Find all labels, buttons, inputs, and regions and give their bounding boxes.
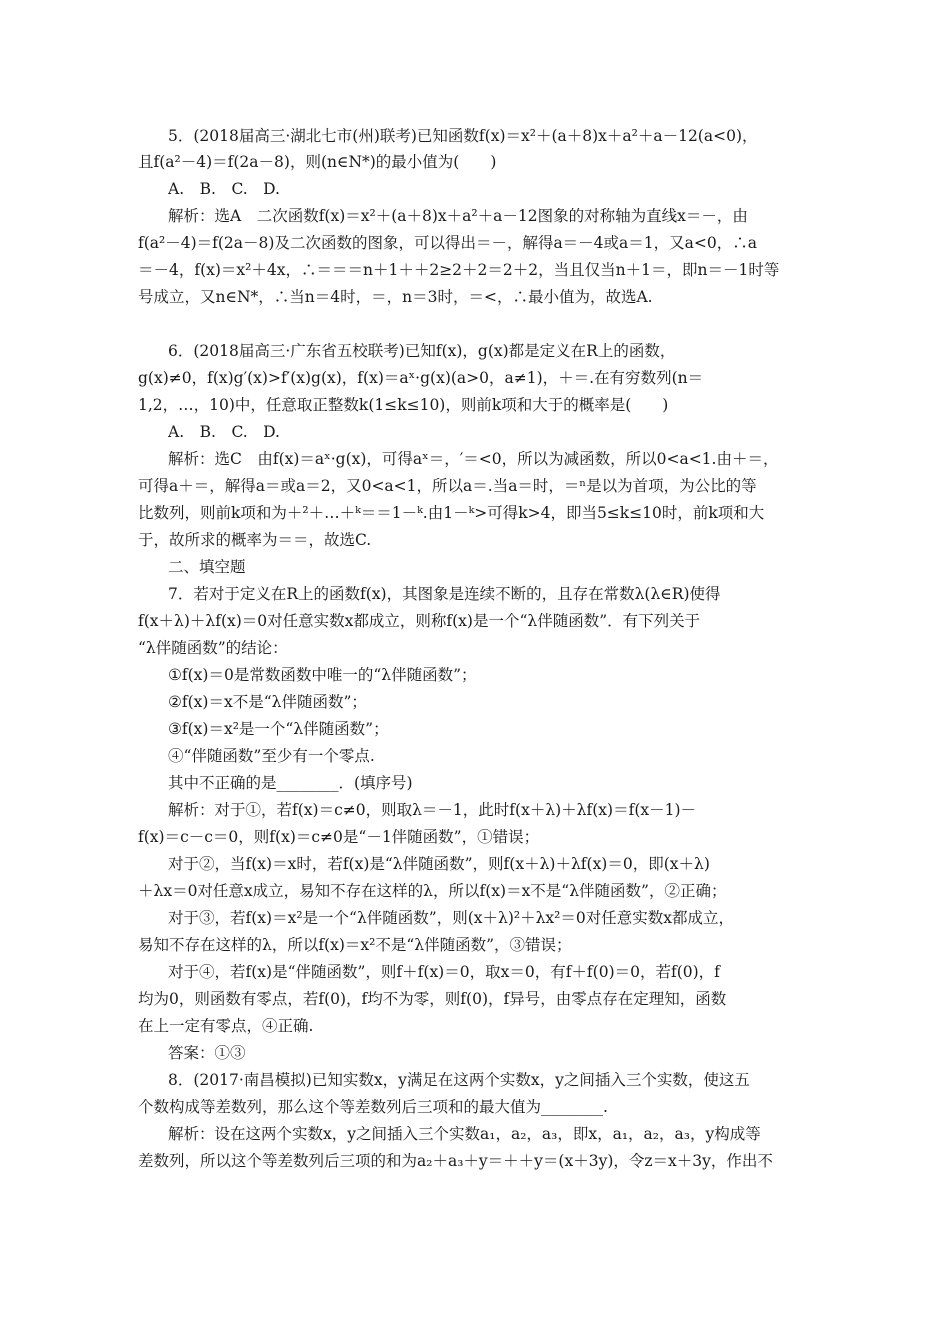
text-line: A. B. C. D. — [168, 423, 280, 441]
text-line: 对于③，若f(x)＝x²是一个“λ伴随函数”，则(x＋λ)²＋λx²＝0对任意实数x都成立， — [168, 909, 734, 927]
text-line: A. B. C. D. — [168, 180, 280, 198]
text-line: 在上一定有零点，④正确. — [138, 1017, 314, 1035]
text-line: ④“伴随函数”至少有一个零点. — [168, 747, 375, 765]
text-line: 于，故所求的概率为＝＝，故选C. — [138, 531, 372, 549]
text-line: ②f(x)＝x不是“λ伴随函数”； — [168, 693, 367, 711]
text-line: “λ伴随函数”的结论： — [138, 639, 288, 657]
text-line: ③f(x)＝x²是一个“λ伴随函数”； — [168, 720, 389, 738]
text-line: f(x＋λ)＋λf(x)＝0对任意实数x都成立，则称f(x)是一个“λ伴随函数”．有下列关于 — [138, 612, 701, 630]
text-line: 解析：选C 由f(x)＝aˣ·g(x)，可得aˣ＝，′＝<0，所以为减函数，所以0<a<1.由＋＝， — [168, 450, 779, 468]
text-line: 解析：选A 二次函数f(x)＝x²＋(a＋8)x＋a²＋a－12图象的对称轴为直线x＝－，由 — [168, 207, 748, 225]
text-line: 个数构成等差数列，那么这个等差数列后三项和的最大值为________. — [138, 1098, 608, 1116]
text-line: 7．若对于定义在R上的函数f(x)，其图象是连续不断的，且存在常数λ(λ∈R)使得 — [168, 585, 721, 603]
text-line: ＝－4，f(x)＝x²＋4x，∴＝＝＝n＋1＋＋2≥2＋2＝2＋2，当且仅当n＋1＝，即n＝－1时等 — [138, 261, 780, 279]
text-line: 对于④，若f(x)是“伴随函数”，则f＋f(x)＝0，取x＝0，有f＋f(0)＝0，若f(0)，f — [168, 963, 720, 981]
text-line: 二、填空题 — [168, 558, 246, 576]
text-line: f(a²－4)＝f(2a－8)及二次函数的图象，可以得出＝－，解得a＝－4或a＝1，又a<0，∴a — [138, 234, 757, 252]
text-line: 易知不存在这样的λ，所以f(x)＝x²不是“λ伴随函数”，③错误； — [138, 936, 572, 954]
text-line: 答案：①③ — [168, 1044, 246, 1062]
text-line: 其中不正确的是________．(填序号) — [168, 774, 413, 792]
text-line: 且f(a²－4)＝f(2a－8)，则(n∈N*)的最小值为( ) — [138, 153, 497, 171]
text-line: 差数列，所以这个等差数列后三项的和为a₂＋a₃＋y＝＋＋y＝(x＋3y)，令z＝x＋3y，作出不 — [138, 1152, 773, 1170]
text-line: 均为0，则函数有零点，若f(0)，f均不为零，则f(0)，f异号，由零点存在定理知，函数 — [138, 990, 727, 1008]
text-line: 解析：设在这两个实数x，y之间插入三个实数a₁，a₂，a₃，即x，a₁，a₂，a₃，y构成等 — [168, 1125, 761, 1143]
text-line: 解析：对于①，若f(x)＝c≠0，则取λ＝－1，此时f(x＋λ)＋λf(x)＝f(x－1)－ — [168, 801, 697, 819]
text-line: 比数列，则前k项和为＋²＋…＋ᵏ＝＝1－ᵏ.由1－ᵏ>可得k>4，即当5≤k≤10时，前k项和大 — [138, 504, 765, 522]
text-line: ①f(x)＝0是常数函数中唯一的“λ伴随函数”； — [168, 666, 477, 684]
text-line: 1,2，…，10)中，任意取正整数k(1≤k≤10)，则前k项和大于的概率是( ) — [138, 396, 669, 414]
text-line: 6．(2018届高三·广东省五校联考)已知f(x)，g(x)都是定义在R上的函数， — [168, 342, 676, 360]
text-line: ＋λx＝0对任意x成立，易知不存在这样的λ，所以f(x)＝x不是“λ伴随函数”，②正确； — [138, 882, 727, 900]
text-line: f(x)＝c－c＝0，则f(x)＝c≠0是“－1伴随函数”，①错误； — [138, 828, 540, 846]
text-line: g(x)≠0，f(x)g′(x)>f′(x)g(x)，f(x)＝aˣ·g(x)(a>0，a≠1)，＋＝.在有穷数列(n＝ — [138, 369, 704, 387]
text-line: 可得a＋＝，解得a＝或a＝2，又0<a<1，所以a＝.当a＝时，＝ⁿ是以为首项，为公比的等 — [138, 477, 757, 495]
text-line: 8．(2017·南昌模拟)已知实数x，y满足在这两个实数x，y之间插入三个实数，使这五 — [168, 1071, 750, 1089]
text-line: 对于②，当f(x)＝x时，若f(x)是“λ伴随函数”，则f(x＋λ)＋λf(x)＝0，即(x＋λ) — [168, 855, 710, 873]
text-line: 5．(2018届高三·湖北七市(州)联考)已知函数f(x)＝x²＋(a＋8)x＋a²＋a－12(a<0)， — [168, 127, 758, 145]
text-line: 号成立，又n∈N*，∴当n＝4时，＝，n＝3时，＝<，∴最小值为，故选A. — [138, 288, 653, 306]
